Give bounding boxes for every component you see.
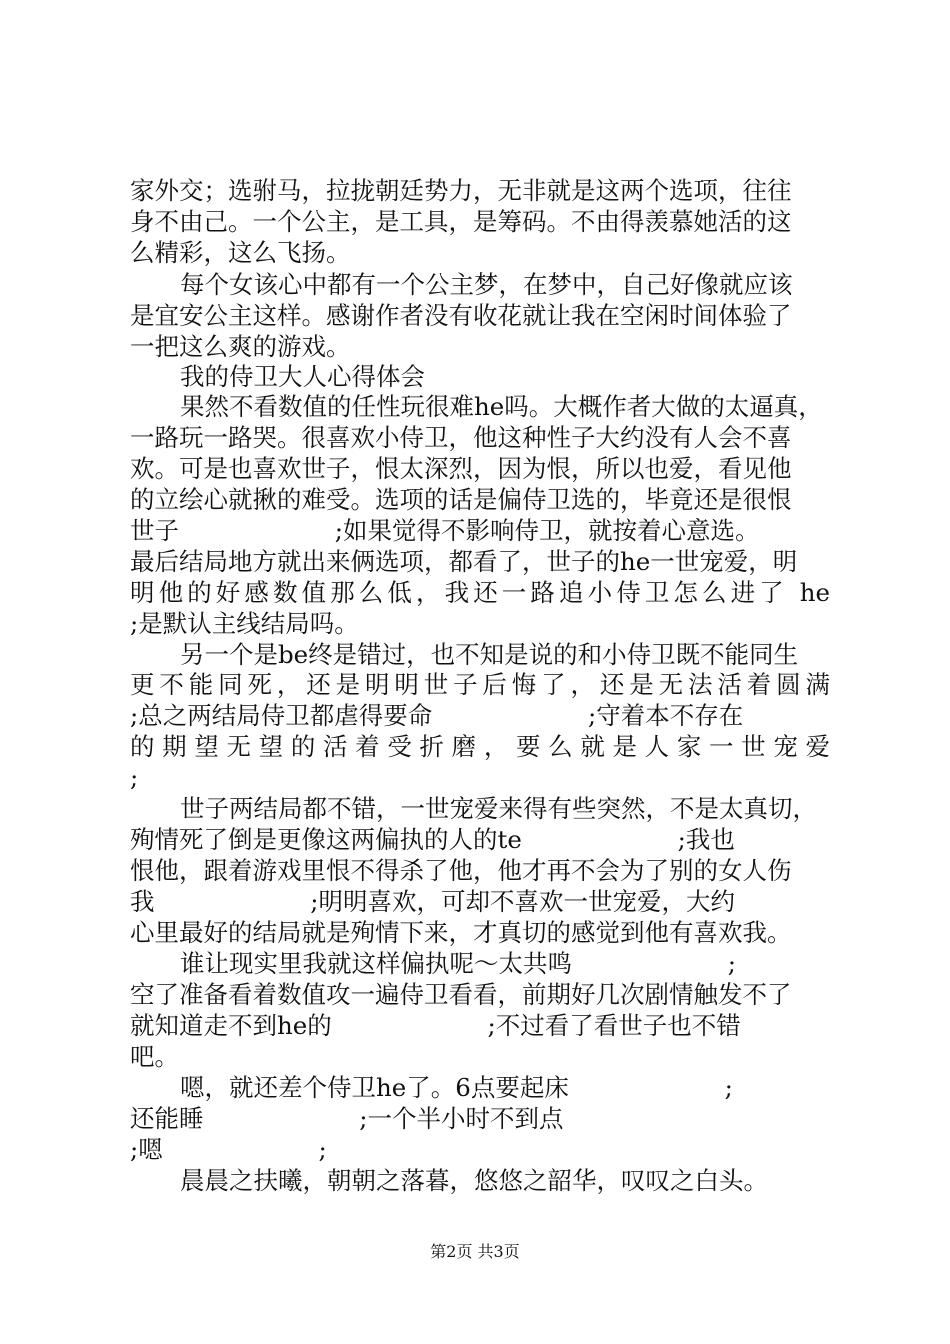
text-line: 家外交；选驸马，拉拢朝廷势力，无非就是这两个选项，往往 xyxy=(130,176,792,205)
text-line: 嗯，就还差个侍卫he了。6点要起床 ; xyxy=(180,1073,733,1102)
text-line: 一把这么爽的游戏。 xyxy=(130,332,351,361)
text-line: 最后结局地方就出来俩选项，都看了，世子的he一世宠爱，明 xyxy=(130,547,798,576)
text-line: 么精彩，这么飞扬。 xyxy=(130,238,351,267)
text-line: ;是默认主线结局吗。 xyxy=(130,609,359,638)
text-line: 心里最好的结局就是殉情下来，才真切的感觉到他有喜欢我。 xyxy=(130,918,792,947)
text-line: 空了准备看着数值攻一遍侍卫看看，前期好几次剧情触发不了 xyxy=(130,980,792,1009)
text-line: ;总之两结局侍卫都虐得要命 ;守着本不存在 xyxy=(130,701,744,730)
text-line: 欢。可是也喜欢世子，恨太深烈，因为恨，所以也爱，看见他 xyxy=(130,454,792,483)
text-line: 还能睡 ;一个半小时不到点 xyxy=(130,1104,564,1133)
text-line: 是宜安公主这样。感谢作者没有收花就让我在空闲时间体验了 xyxy=(130,301,792,330)
text-line: ; xyxy=(130,763,139,792)
text-line: 晨晨之扶曦，朝朝之落暮，悠悠之韶华，叹叹之白头。 xyxy=(180,1166,768,1195)
text-line: 每个女该心中都有一个公主梦，在梦中，自己好像就应该 xyxy=(180,270,793,299)
text-line: 的期望无望的活着受折磨，要么就是人家一世宠爱 xyxy=(130,732,830,761)
text-line: 一路玩一路哭。很喜欢小侍卫，他这种性子大约没有人会不喜 xyxy=(130,423,792,452)
text-line: 更不能同死，还是明明世子后悔了，还是无法活着圆满 xyxy=(130,670,830,699)
text-line: 谁让现实里我就这样偏执呢～太共鸣 ; xyxy=(180,949,737,978)
text-line: 果然不看数值的任性玩很难he吗。大概作者大做的太逼真， xyxy=(180,392,823,421)
text-line: 另一个是be终是错过，也不知是说的和小侍卫既不能同生 xyxy=(180,640,799,669)
section-heading: 我的侍卫大人心得体会 xyxy=(180,362,425,391)
text-line: 世子 ;如果觉得不影响侍卫，就按着心意选。 xyxy=(130,516,760,545)
text-line: ;嗯 ; xyxy=(130,1135,327,1164)
text-line: 恨他，跟着游戏里恨不得杀了他，他才再不会为了别的女人伤 xyxy=(130,856,792,885)
text-line: 的立绘心就揪的难受。选项的话是偏侍卫选的，毕竟还是很恨 xyxy=(130,485,792,514)
text-line: 就知道走不到he的 ;不过看了看世子也不错 xyxy=(130,1011,741,1040)
text-line: 身不由己。一个公主，是工具，是筹码。不由得羡慕她活的这 xyxy=(130,207,792,236)
text-line: 吧。 xyxy=(130,1042,179,1071)
text-line: 殉情死了倒是更像这两偏执的人的te ;我也 xyxy=(130,825,735,854)
page-footer: 第2页 共3页 xyxy=(430,1242,520,1261)
text-line: 我 ;明明喜欢，可却不喜欢一世宠爱，大约 xyxy=(130,887,736,916)
text-line: 明他的好感数值那么低，我还一路追小侍卫怎么进了 he xyxy=(130,578,830,607)
text-line: 世子两结局都不错，一世宠爱来得有些突然，不是太真切， xyxy=(180,794,817,823)
